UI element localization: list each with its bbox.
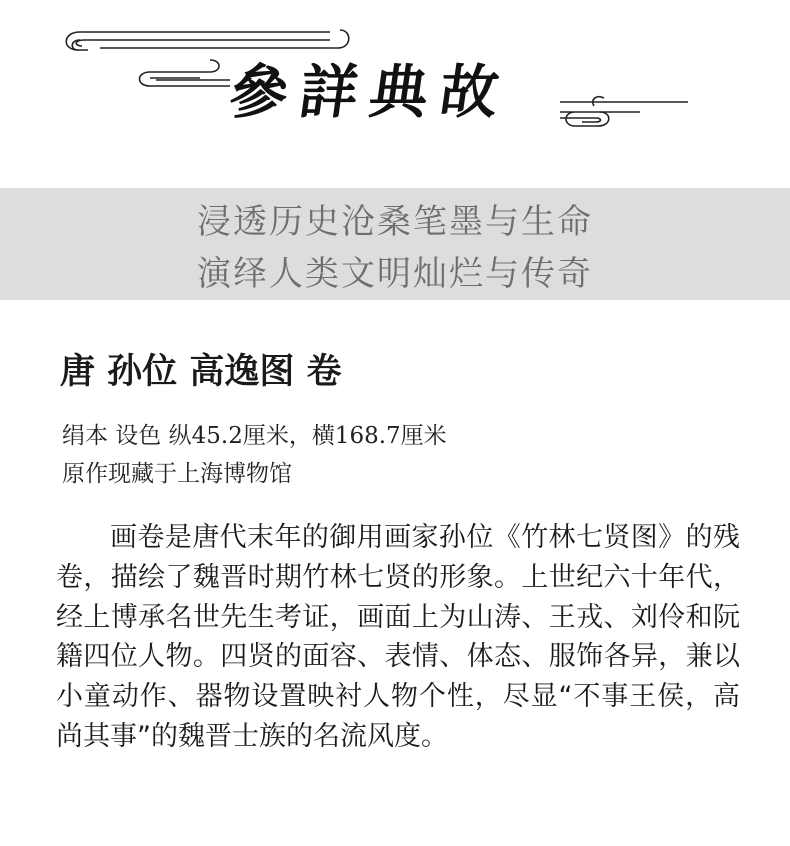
artwork-medium-dimensions: 绢本 设色 纵45.2厘米，横168.7厘米 bbox=[62, 423, 447, 449]
page-title: 參詳典故 bbox=[225, 58, 515, 126]
section-header bbox=[0, 0, 790, 160]
artwork-description: 画卷是唐代末年的御用画家孙位《竹林七贤图》的残卷，描绘了魏晋时期竹林七贤的形象。上世纪六十年代，经上博承名世先生考证，画面上为山涛、王戎、刘伶和阮籍四位人物。四贤的面容、表情、体态、服饰各异，兼以小童动作、器物设置映衬人物个性，尽显“不事王侯，高尚其事”的魏晋士族的名流风度。 bbox=[56, 522, 740, 752]
artwork-collection: 原作现藏于上海博物馆 bbox=[62, 461, 292, 487]
slogan-line-1: 浸透历史沧桑笔墨与生命 bbox=[197, 202, 593, 242]
slogan-line-2: 演绎人类文明灿烂与传奇 bbox=[197, 254, 593, 294]
artwork-title: 唐 孙位 高逸图 卷 bbox=[60, 351, 342, 392]
slogan-banner bbox=[0, 188, 790, 300]
